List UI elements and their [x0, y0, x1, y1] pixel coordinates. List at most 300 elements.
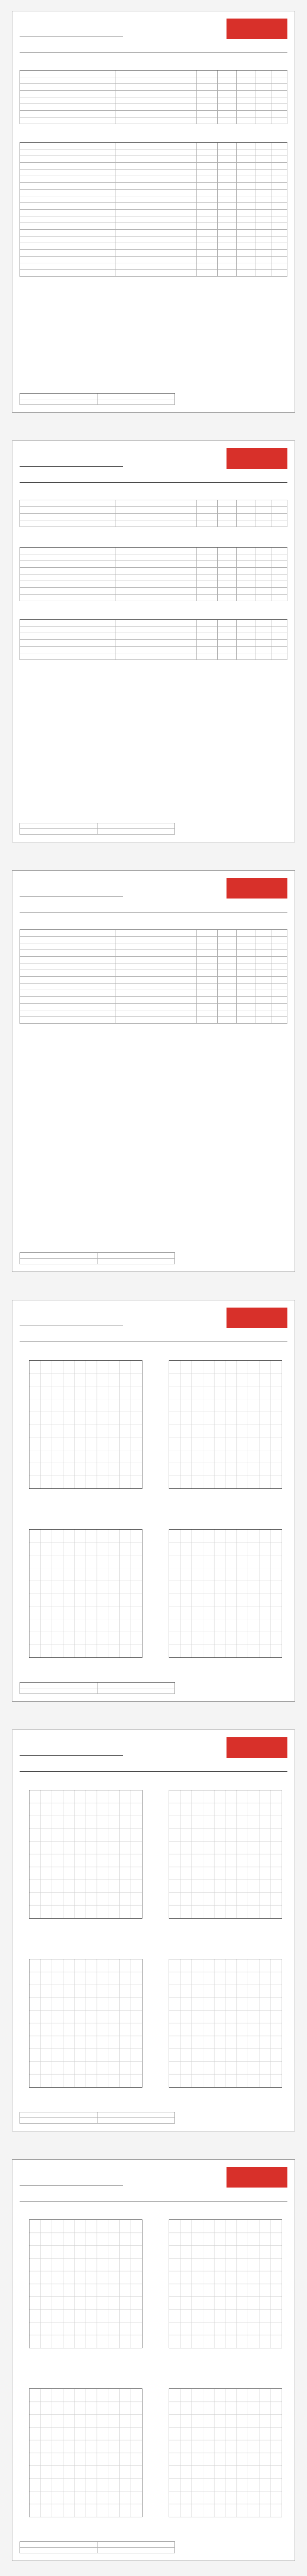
table-cell [116, 561, 196, 567]
header-left [20, 19, 190, 52]
page-number [267, 2547, 287, 2551]
table-cell [218, 930, 236, 936]
table-cell [218, 111, 236, 117]
page-footer-table [20, 1682, 175, 1694]
table-row [20, 97, 287, 104]
table-row [20, 957, 287, 963]
footer-cell [20, 2112, 98, 2118]
page-footer-table [20, 2112, 175, 2124]
table-cell [116, 117, 196, 124]
table-cell [197, 520, 218, 527]
parameter-table [20, 929, 287, 1024]
table-cell [255, 243, 271, 249]
table-row [20, 574, 287, 581]
chart-panel [159, 1946, 288, 2101]
table-cell [197, 653, 218, 659]
header-right-label [227, 2190, 287, 2200]
chart-grid [169, 1530, 282, 1657]
page-footer-table [20, 2541, 175, 2553]
table-cell [271, 216, 287, 223]
table-cell [255, 561, 271, 567]
table-cell [20, 653, 116, 659]
page-number [267, 1687, 287, 1692]
table-cell [197, 647, 218, 653]
table-cell [271, 640, 287, 646]
table-cell [255, 77, 271, 83]
table-cell [237, 514, 255, 520]
table-cell [237, 647, 255, 653]
table-cell [218, 91, 236, 97]
table-cell [255, 104, 271, 110]
table-cell [237, 1017, 255, 1023]
table-cell [255, 626, 271, 633]
table-cell [255, 203, 271, 209]
table-cell [218, 937, 236, 943]
table-cell [197, 210, 218, 216]
table-row [20, 190, 287, 196]
footer-cell [20, 1688, 98, 1694]
table-cell [237, 210, 255, 216]
chart-panel [159, 1777, 288, 1932]
footer-cell [98, 1259, 175, 1264]
table-row [20, 997, 287, 1004]
chart-grid [29, 1790, 142, 1918]
table-cell [116, 520, 196, 527]
table-row [20, 223, 287, 230]
table-cell [271, 1017, 287, 1023]
table-cell [237, 1004, 255, 1010]
table-cell [271, 990, 287, 996]
table-cell [197, 970, 218, 976]
table-cell [255, 930, 271, 936]
table-cell [271, 950, 287, 956]
table-cell [20, 984, 116, 990]
table-cell [197, 111, 218, 117]
page-number [267, 1258, 287, 1262]
table-cell [255, 653, 271, 659]
table-cell [237, 243, 255, 249]
table-cell [255, 990, 271, 996]
table-cell [116, 143, 196, 149]
table-cell [218, 507, 236, 513]
table-cell [237, 97, 255, 104]
table-cell [116, 653, 196, 659]
table-cell [218, 176, 236, 182]
table-cell [218, 257, 236, 263]
table-row [20, 647, 287, 653]
header-left [20, 448, 190, 481]
page-number [267, 2117, 287, 2122]
table-cell [116, 574, 196, 581]
table-cell [271, 574, 287, 581]
table-cell [20, 111, 116, 117]
table-cell [237, 91, 255, 97]
table-cell [116, 950, 196, 956]
chart-plot-area [29, 1959, 142, 2088]
table-cell [255, 263, 271, 269]
parameter-table-block [20, 608, 287, 657]
table-row [20, 561, 287, 568]
table-cell [20, 263, 116, 269]
table-cell [218, 196, 236, 202]
table-cell [271, 190, 287, 196]
chart-grid [169, 2389, 282, 2517]
chart-title [159, 2376, 288, 2386]
table-cell [237, 84, 255, 90]
table-cell [116, 84, 196, 90]
table-cell [20, 1004, 116, 1010]
chart-panel [159, 1348, 288, 1502]
table-cell [20, 595, 116, 601]
table-cell [20, 236, 116, 243]
table-cell [197, 190, 218, 196]
chart-panel [159, 2376, 288, 2531]
table-cell [116, 581, 196, 587]
table-cell [218, 963, 236, 970]
table-cell [271, 581, 287, 587]
table-cell [237, 263, 255, 269]
chart-grid [169, 1959, 282, 2087]
table-cell [197, 581, 218, 587]
table-cell [20, 997, 116, 1003]
table-cell [237, 257, 255, 263]
table-cell [116, 943, 196, 950]
chart-panel [20, 2207, 149, 2362]
table-cell [237, 620, 255, 626]
table-cell [197, 156, 218, 162]
table-cell [218, 216, 236, 223]
table-row [20, 143, 287, 149]
table-cell [197, 640, 218, 646]
table-cell [271, 203, 287, 209]
table-cell [255, 196, 271, 202]
table-cell [116, 210, 196, 216]
brand-logo [227, 19, 287, 39]
table-cell [197, 1004, 218, 1010]
table-cell [116, 190, 196, 196]
table-cell [197, 117, 218, 124]
table-cell [237, 104, 255, 110]
table-cell [255, 230, 271, 236]
table-cell [116, 548, 196, 554]
table-row [20, 984, 287, 990]
chart-plot-area [29, 2219, 142, 2348]
table-cell [20, 1017, 116, 1023]
table-cell [116, 640, 196, 646]
table-cell [271, 163, 287, 169]
table-cell [237, 143, 255, 149]
datasheet-page [12, 11, 295, 413]
parameter-table [20, 500, 287, 527]
footer-cell [20, 1259, 98, 1264]
table-cell [255, 117, 271, 124]
table-cell [20, 520, 116, 527]
chart-plot-area [169, 1529, 282, 1658]
table-cell [271, 156, 287, 162]
page-number [267, 398, 287, 403]
chart-panel [20, 1777, 149, 1932]
table-cell [237, 595, 255, 601]
table-cell [20, 633, 116, 639]
table-cell [197, 257, 218, 263]
table-cell [197, 548, 218, 554]
table-cell [218, 620, 236, 626]
chart-panel [20, 1946, 149, 2101]
table-cell [197, 176, 218, 182]
page-footer-table [20, 823, 175, 835]
table-cell [197, 223, 218, 229]
table-cell [116, 568, 196, 574]
table-row [20, 77, 287, 84]
parameter-table-block [20, 131, 287, 267]
table-cell [197, 514, 218, 520]
table-cell [20, 71, 116, 77]
table-cell [197, 104, 218, 110]
chart-title [20, 1517, 149, 1527]
table-cell [20, 574, 116, 581]
page-number [267, 828, 287, 833]
table-cell [20, 156, 116, 162]
table-cell [116, 500, 196, 506]
parameter-table-block [20, 59, 287, 121]
table-cell [20, 183, 116, 189]
chart-plot-area [29, 1360, 142, 1489]
table-cell [116, 957, 196, 963]
footer-cell [98, 1688, 175, 1694]
table-cell [20, 568, 116, 574]
table-cell [116, 203, 196, 209]
table-cell [116, 196, 196, 202]
table-cell [20, 149, 116, 156]
page-header [20, 878, 287, 912]
chart-title [20, 1777, 149, 1788]
table-cell [218, 84, 236, 90]
footer-cell [20, 399, 98, 405]
table-cell [218, 957, 236, 963]
table-cell [237, 196, 255, 202]
table-cell [197, 620, 218, 626]
table-cell [271, 183, 287, 189]
table-cell [197, 977, 218, 983]
table-cell [237, 223, 255, 229]
table-cell [237, 163, 255, 169]
chart-title [20, 2376, 149, 2386]
table-cell [116, 111, 196, 117]
table-cell [116, 257, 196, 263]
table-cell [20, 1010, 116, 1016]
table-cell [20, 963, 116, 970]
table-cell [218, 574, 236, 581]
table-row [20, 568, 287, 574]
chart-title [159, 1946, 288, 1957]
table-cell [255, 170, 271, 176]
footer-cell [20, 394, 98, 399]
page-header [20, 1308, 287, 1342]
table-row [20, 990, 287, 997]
table-cell [116, 230, 196, 236]
header-right-label [227, 1760, 287, 1770]
table-cell [271, 243, 287, 249]
table-cell [218, 647, 236, 653]
page-header [20, 448, 287, 483]
table-cell [20, 626, 116, 633]
table-cell [255, 183, 271, 189]
chart-plot-area [169, 1790, 282, 1919]
table-cell [237, 548, 255, 554]
table-row [20, 1017, 287, 1024]
table-cell [197, 588, 218, 594]
table-cell [116, 104, 196, 110]
chart-title [20, 1946, 149, 1957]
table-row [20, 977, 287, 984]
parameter-table-block [20, 918, 287, 1017]
table-cell [20, 561, 116, 567]
table-cell [20, 203, 116, 209]
table-cell [116, 1004, 196, 1010]
table-cell [116, 91, 196, 97]
table-cell [255, 156, 271, 162]
table-cell [20, 163, 116, 169]
table-cell [255, 514, 271, 520]
table-cell [116, 243, 196, 249]
table-cell [271, 84, 287, 90]
table-cell [271, 71, 287, 77]
table-cell [271, 554, 287, 561]
chart-title [159, 1348, 288, 1358]
table-cell [271, 97, 287, 104]
table-cell [197, 149, 218, 156]
table-cell [271, 514, 287, 520]
header-rule [20, 466, 123, 467]
table-cell [218, 568, 236, 574]
table-cell [218, 1004, 236, 1010]
table-cell [271, 561, 287, 567]
table-row [20, 548, 287, 554]
table-cell [255, 997, 271, 1003]
table-cell [271, 77, 287, 83]
table-cell [20, 84, 116, 90]
table-cell [116, 1017, 196, 1023]
table-cell [237, 250, 255, 256]
table-cell [218, 595, 236, 601]
table-cell [20, 957, 116, 963]
parameter-table [20, 70, 287, 124]
table-cell [218, 548, 236, 554]
table-cell [20, 548, 116, 554]
chart-plot-area [29, 1790, 142, 1919]
table-cell [218, 554, 236, 561]
table-cell [116, 595, 196, 601]
table-cell [271, 1010, 287, 1016]
table-row [20, 950, 287, 957]
datasheet-page [12, 1730, 295, 2131]
table-cell [197, 626, 218, 633]
table-cell [20, 647, 116, 653]
table-cell [197, 91, 218, 97]
table-cell [255, 71, 271, 77]
table-cell [116, 647, 196, 653]
table-cell [255, 620, 271, 626]
table-cell [271, 230, 287, 236]
table-cell [116, 263, 196, 269]
footer-cell [98, 1253, 175, 1259]
table-cell [271, 1004, 287, 1010]
header-rule [20, 1755, 123, 1756]
table-cell [116, 77, 196, 83]
table-cell [237, 626, 255, 633]
chart-plot-area [169, 1360, 282, 1489]
table-cell [20, 190, 116, 196]
table-cell [255, 163, 271, 169]
table-cell [271, 963, 287, 970]
table-cell [271, 507, 287, 513]
chart-grid [169, 1361, 282, 1488]
table-cell [255, 270, 271, 276]
table-row [20, 230, 287, 236]
table-row [20, 196, 287, 203]
table-cell [197, 71, 218, 77]
table-cell [237, 588, 255, 594]
table-cell [271, 500, 287, 506]
table-cell [218, 230, 236, 236]
table-row [20, 963, 287, 970]
table-cell [255, 957, 271, 963]
table-cell [218, 984, 236, 990]
table-cell [218, 514, 236, 520]
table-cell [116, 149, 196, 156]
table-cell [271, 176, 287, 182]
table-cell [255, 1017, 271, 1023]
table-cell [197, 163, 218, 169]
table-cell [218, 500, 236, 506]
table-cell [116, 554, 196, 561]
table-cell [197, 183, 218, 189]
table-cell [197, 554, 218, 561]
table-cell [218, 970, 236, 976]
table-cell [218, 588, 236, 594]
table-cell [218, 990, 236, 996]
table-row [20, 633, 287, 640]
table-cell [197, 216, 218, 223]
table-cell [197, 196, 218, 202]
table-cell [197, 963, 218, 970]
table-cell [20, 170, 116, 176]
table-row [20, 970, 287, 977]
table-cell [255, 500, 271, 506]
table-cell [218, 520, 236, 527]
table-cell [197, 270, 218, 276]
table-cell [255, 507, 271, 513]
table-row [20, 620, 287, 626]
table-cell [237, 71, 255, 77]
table-cell [20, 588, 116, 594]
table-row [20, 1004, 287, 1010]
table-cell [197, 574, 218, 581]
table-cell [255, 977, 271, 983]
table-cell [255, 963, 271, 970]
table-cell [218, 243, 236, 249]
table-cell [237, 633, 255, 639]
table-cell [218, 143, 236, 149]
table-cell [197, 943, 218, 950]
parameter-table [20, 619, 287, 660]
table-cell [255, 581, 271, 587]
datasheet-page [12, 1300, 295, 1702]
table-cell [116, 216, 196, 223]
table-cell [237, 77, 255, 83]
table-cell [116, 963, 196, 970]
table-cell [116, 633, 196, 639]
